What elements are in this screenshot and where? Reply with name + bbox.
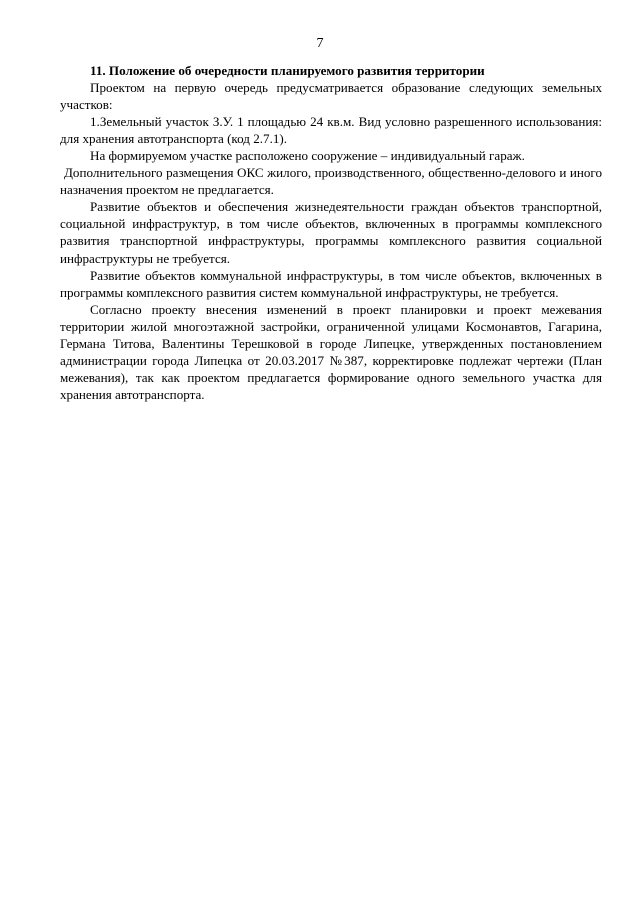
paragraph-additional-placement: Дополнительного размещения ОКС жилого, производственного, общественно-делового и иного назначения проектом не предлагается. [60,165,602,198]
page-content [60,62,602,403]
paragraph-amendments: Согласно проекту внесения изменений в проект планировки и проект межевания территории жилой многоэтажной застройки, ограниченной улицами Космонавтов, Гагарина, Германа Титова, Валентины Терешковой в городе Липецке, утвержденных постановлением администрации города Липецка от 20.03.2017 №387, корректировке подлежат чертежи (План межевания), так как проектом предлагается формирование одного земельного участка для хранения автотранспорта. [60,301,602,402]
paragraph-land-plot: 1.Земельный участок З.У. 1 площадью 24 кв.м. Вид условно разрешенного использования: для хранения автотранспорта (код 2.7.1). [60,114,602,147]
paragraph-garage: На формируемом участке расположено сооружение – индивидуальный гараж. [90,148,525,164]
page-number: 7 [316,36,324,51]
section-heading: 11. Положение об очередности планируемого развития территории [90,63,485,78]
paragraph-social-infrastructure: Развитие объектов и обеспечения жизнедеятельности граждан объектов транспортной, социальной инфраструктур, в том числе объектов, включенных в программы комплексного развития транспортной инфраструктуры, программы комплексного развития социальной инфраструктуры не требуется. [60,199,602,266]
paragraph-first-stage: Проектом на первую очередь предусматривается образование следующих земельных участков: [60,80,602,113]
paragraph-communal-infrastructure: Развитие объектов коммунальной инфраструктуры, в том числе объектов, включенных в программы комплексного развития систем коммунальной инфраструктуры, не требуется. [60,267,602,300]
